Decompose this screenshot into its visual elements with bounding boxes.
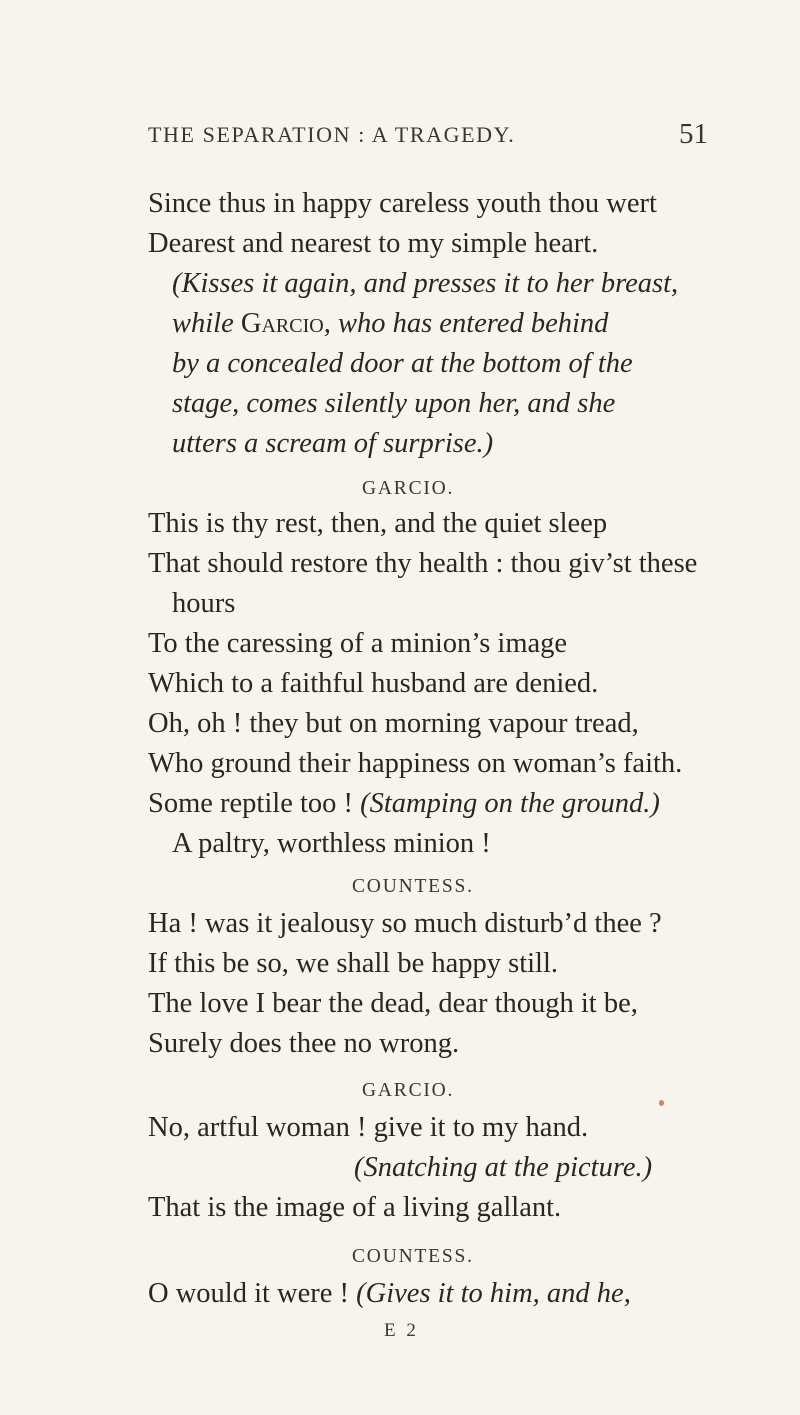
speaker-name: COUNTESS.	[352, 1246, 474, 1267]
verse-line: To the caressing of a minion’s image	[148, 628, 568, 659]
verse-line: Surely does thee no wrong.	[148, 1028, 460, 1059]
verse-line: Dearest and nearest to my simple heart.	[148, 228, 599, 259]
verse-text: O would it were !	[148, 1278, 357, 1309]
verse-line: That should restore thy health : thou giv’st these	[148, 548, 698, 579]
verse-line	[148, 784, 660, 824]
verse-line: If this be so, we shall be happy still.	[148, 948, 559, 979]
verse-line: This is thy rest, then, and the quiet sleep	[148, 508, 608, 539]
stage-direction-line: stage, comes silently upon her, and she	[172, 388, 616, 419]
verse-line: hours	[172, 588, 236, 619]
signature-mark: E 2	[384, 1320, 419, 1341]
stage-direction-line	[172, 304, 608, 344]
ink-fleck	[659, 1100, 664, 1106]
page-number: 51	[679, 118, 708, 150]
running-head: THE SEPARATION : A TRAGEDY.	[148, 122, 516, 147]
verse-line: Since thus in happy careless youth thou wert	[148, 188, 657, 219]
verse-line: Oh, oh ! they but on morning vapour tread,	[148, 708, 639, 739]
stage-direction-text: , who has entered behind	[323, 308, 609, 339]
verse-line: Who ground their happiness on woman’s faith.	[148, 748, 683, 779]
verse-line: Ha ! was it jealousy so much disturb’d thee ?	[148, 908, 662, 939]
character-name: Garcio	[240, 308, 324, 339]
stage-direction-line: (Snatching at the picture.)	[354, 1152, 653, 1183]
stage-direction-line: (Kisses it again, and presses it to her breast,	[172, 268, 679, 299]
verse-line: Which to a faithful husband are denied.	[148, 668, 599, 699]
verse-line: That is the image of a living gallant.	[148, 1192, 562, 1223]
verse-line	[148, 1274, 631, 1314]
stage-direction-text: while	[172, 308, 241, 339]
stage-direction-line: by a concealed door at the bottom of the	[172, 348, 633, 379]
stage-direction: (Gives it to him, and he,	[356, 1278, 631, 1309]
stage-direction-line: utters a scream of surprise.)	[172, 428, 494, 459]
verse-line: The love I bear the dead, dear though it be,	[148, 988, 638, 1019]
verse-text: Some reptile too !	[148, 788, 361, 819]
page-header	[148, 118, 708, 154]
speaker-name: GARCIO.	[362, 1080, 455, 1101]
speaker-name: COUNTESS.	[352, 876, 474, 897]
verse-line: No, artful woman ! give it to my hand.	[148, 1112, 589, 1143]
verse-line: A paltry, worthless minion !	[172, 828, 491, 859]
speaker-name: GARCIO.	[362, 478, 455, 499]
stage-direction: (Stamping on the ground.)	[360, 788, 660, 819]
